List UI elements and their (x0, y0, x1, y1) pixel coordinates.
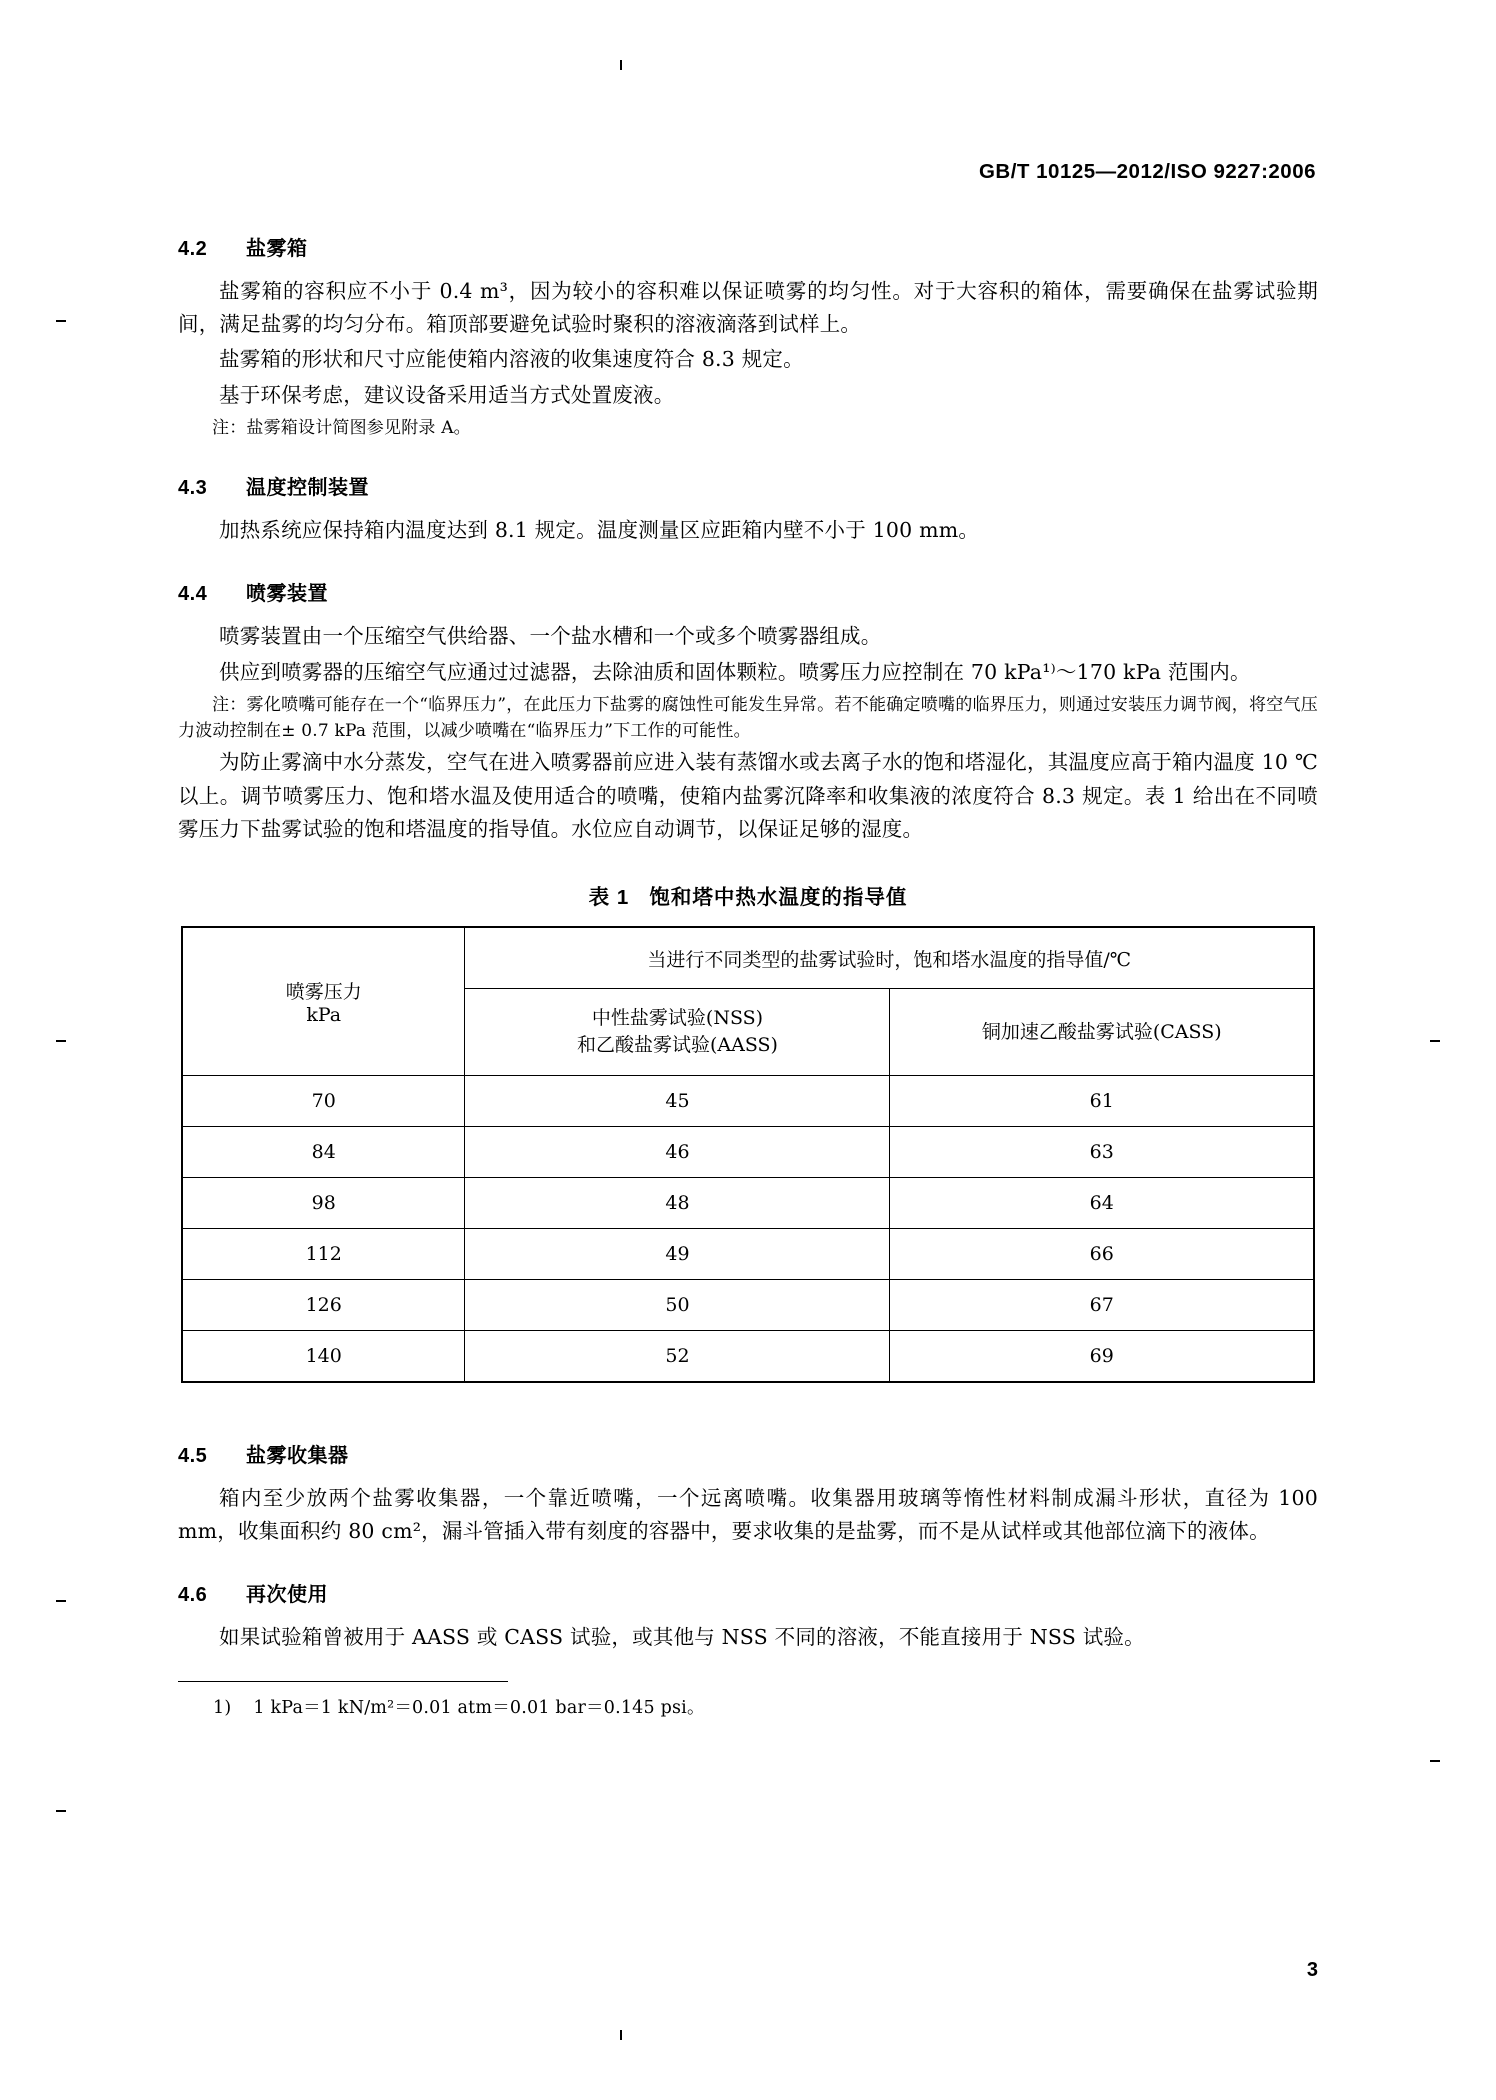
table-row (182, 1076, 1314, 1127)
note: 注：盐雾箱设计简图参见附录 A。 (212, 417, 471, 438)
header-pressure-line1: 喷雾压力 (285, 981, 362, 1004)
table-caption-label: 表 1 (588, 886, 630, 910)
cell-pressure: 112 (182, 1229, 465, 1280)
cell-nss-aass: 52 (465, 1331, 890, 1383)
table-row (182, 1229, 1314, 1280)
cell-pressure: 84 (182, 1127, 465, 1178)
cell-cass: 63 (890, 1127, 1314, 1178)
header-cell-nss-aass (465, 989, 890, 1076)
registration-mark (620, 60, 622, 70)
cell-nss-aass: 48 (465, 1178, 890, 1229)
cell-nss-aass: 49 (465, 1229, 890, 1280)
footnote-divider (178, 1681, 508, 1682)
section-title: 盐雾箱 (246, 238, 308, 260)
registration-mark (1430, 1040, 1440, 1042)
table-row (182, 1178, 1314, 1229)
cell-cass: 67 (890, 1280, 1314, 1331)
registration-mark (56, 320, 66, 322)
footnote (178, 1694, 1318, 1719)
page-content (178, 160, 1318, 1719)
note: 注：雾化喷嘴可能存在一个“临界压力”，在此压力下盐雾的腐蚀性可能发生异常。若不能确定喷嘴的临界压力，则通过安装压力调节阀，将空气压力波动控制在± 0.7 kPa 范围，以减少喷嘴在“临界压力”下工作的可能性。 (178, 694, 1318, 742)
cell-cass: 61 (890, 1076, 1314, 1127)
guideline-values-table (181, 926, 1315, 1383)
document-header: GB/T 10125—2012/ISO 9227:2006 (978, 160, 1316, 183)
cell-nss-aass: 45 (465, 1076, 890, 1127)
section-number: 4.5 (178, 1445, 208, 1468)
table-caption (178, 880, 1318, 910)
section-number: 4.4 (178, 583, 208, 606)
paragraph: 箱内至少放两个盐雾收集器，一个靠近喷嘴，一个远离喷嘴。收集器用玻璃等惰性材料制成漏斗形状，直径为 100 mm，收集面积约 80 cm²，漏斗管插入带有刻度的容器中，要求收集的是盐雾，而不是从试样或其他部位滴下的液体。 (178, 1486, 1318, 1544)
cell-cass: 69 (890, 1331, 1314, 1383)
header-nss-line1: 中性盐雾试验(NSS) (591, 1006, 764, 1029)
section-heading-4-5 (178, 1439, 1318, 1468)
page-number: 3 (1306, 1959, 1318, 1981)
header-pressure-line2: kPa (306, 1004, 342, 1027)
section-title: 温度控制装置 (246, 477, 369, 500)
table-row (182, 1127, 1314, 1178)
section-title: 盐雾收集器 (246, 1445, 349, 1468)
section-number: 4.6 (178, 1584, 208, 1607)
registration-mark (56, 1600, 66, 1602)
paragraph: 供应到喷雾器的压缩空气应通过过滤器，去除油质和固体颗粒。喷雾压力应控制在 70 kPa¹⁾～170 kPa 范围内。 (219, 659, 1251, 684)
registration-mark (56, 1810, 66, 1812)
table-row (182, 1331, 1314, 1383)
paragraph: 喷雾装置由一个压缩空气供给器、一个盐水槽和一个或多个喷雾器组成。 (219, 624, 882, 649)
paragraph: 如果试验箱曾被用于 AASS 或 CASS 试验，或其他与 NSS 不同的溶液，不能直接用于 NSS 试验。 (219, 1625, 1145, 1650)
cell-nss-aass: 46 (465, 1127, 890, 1178)
header-nss-line2: 和乙酸盐雾试验(AASS) (577, 1034, 778, 1057)
section-heading-4-2 (178, 232, 1318, 261)
section-number: 4.2 (178, 238, 208, 260)
header-cell-pressure (182, 927, 465, 1076)
paragraph: 盐雾箱的容积应不小于 0.4 m³，因为较小的容积难以保证喷雾的均匀性。对于大容积的箱体，需要确保在盐雾试验期间，满足盐雾的均匀分布。箱顶部要避免试验时聚积的溶液滴落到试样上。 (178, 279, 1318, 337)
registration-mark (620, 2030, 622, 2040)
cell-nss-aass: 50 (465, 1280, 890, 1331)
header-cell-cass: 铜加速乙酸盐雾试验(CASS) (890, 989, 1314, 1076)
section-heading-4-3 (178, 471, 1318, 500)
cell-cass: 66 (890, 1229, 1314, 1280)
table-header-row (182, 927, 1314, 989)
header-cell-group: 当进行不同类型的盐雾试验时，饱和塔水温度的指导值/℃ (465, 927, 1314, 989)
section-heading-4-4 (178, 577, 1318, 606)
registration-mark (1430, 1760, 1440, 1762)
table-caption-text: 饱和塔中热水温度的指导值 (649, 886, 908, 910)
section-title: 喷雾装置 (246, 583, 328, 606)
cell-pressure: 70 (182, 1076, 465, 1127)
paragraph: 为防止雾滴中水分蒸发，空气在进入喷雾器前应进入装有蒸馏水或去离子水的饱和塔湿化，其温度应高于箱内温度 10 ℃以上。调节喷雾压力、饱和塔水温及使用适合的喷嘴，使箱内盐雾沉降率和收集液的浓度符合 8.3 规定。表 1 给出在不同喷雾压力下盐雾试验的饱和塔温度的指导值。水位应自动调节，以保证足够的湿度。 (178, 750, 1318, 841)
table-row (182, 1280, 1314, 1331)
section-title: 再次使用 (246, 1584, 328, 1607)
paragraph: 盐雾箱的形状和尺寸应能使箱内溶液的收集速度符合 8.3 规定。 (219, 347, 804, 372)
footnote-text: 1 kPa＝1 kN/m²＝0.01 atm＝0.01 bar＝0.145 psi。 (253, 1697, 705, 1718)
section-number: 4.3 (178, 477, 208, 500)
cell-pressure: 140 (182, 1331, 465, 1383)
paragraph: 基于环保考虑，建议设备采用适当方式处置废液。 (219, 382, 675, 407)
paragraph: 加热系统应保持箱内温度达到 8.1 规定。温度测量区应距箱内壁不小于 100 mm。 (219, 518, 980, 543)
cell-cass: 64 (890, 1178, 1314, 1229)
footnote-marker: 1) (213, 1697, 232, 1718)
cell-pressure: 98 (182, 1178, 465, 1229)
section-heading-4-6 (178, 1578, 1318, 1607)
cell-pressure: 126 (182, 1280, 465, 1331)
registration-mark (56, 1040, 66, 1042)
